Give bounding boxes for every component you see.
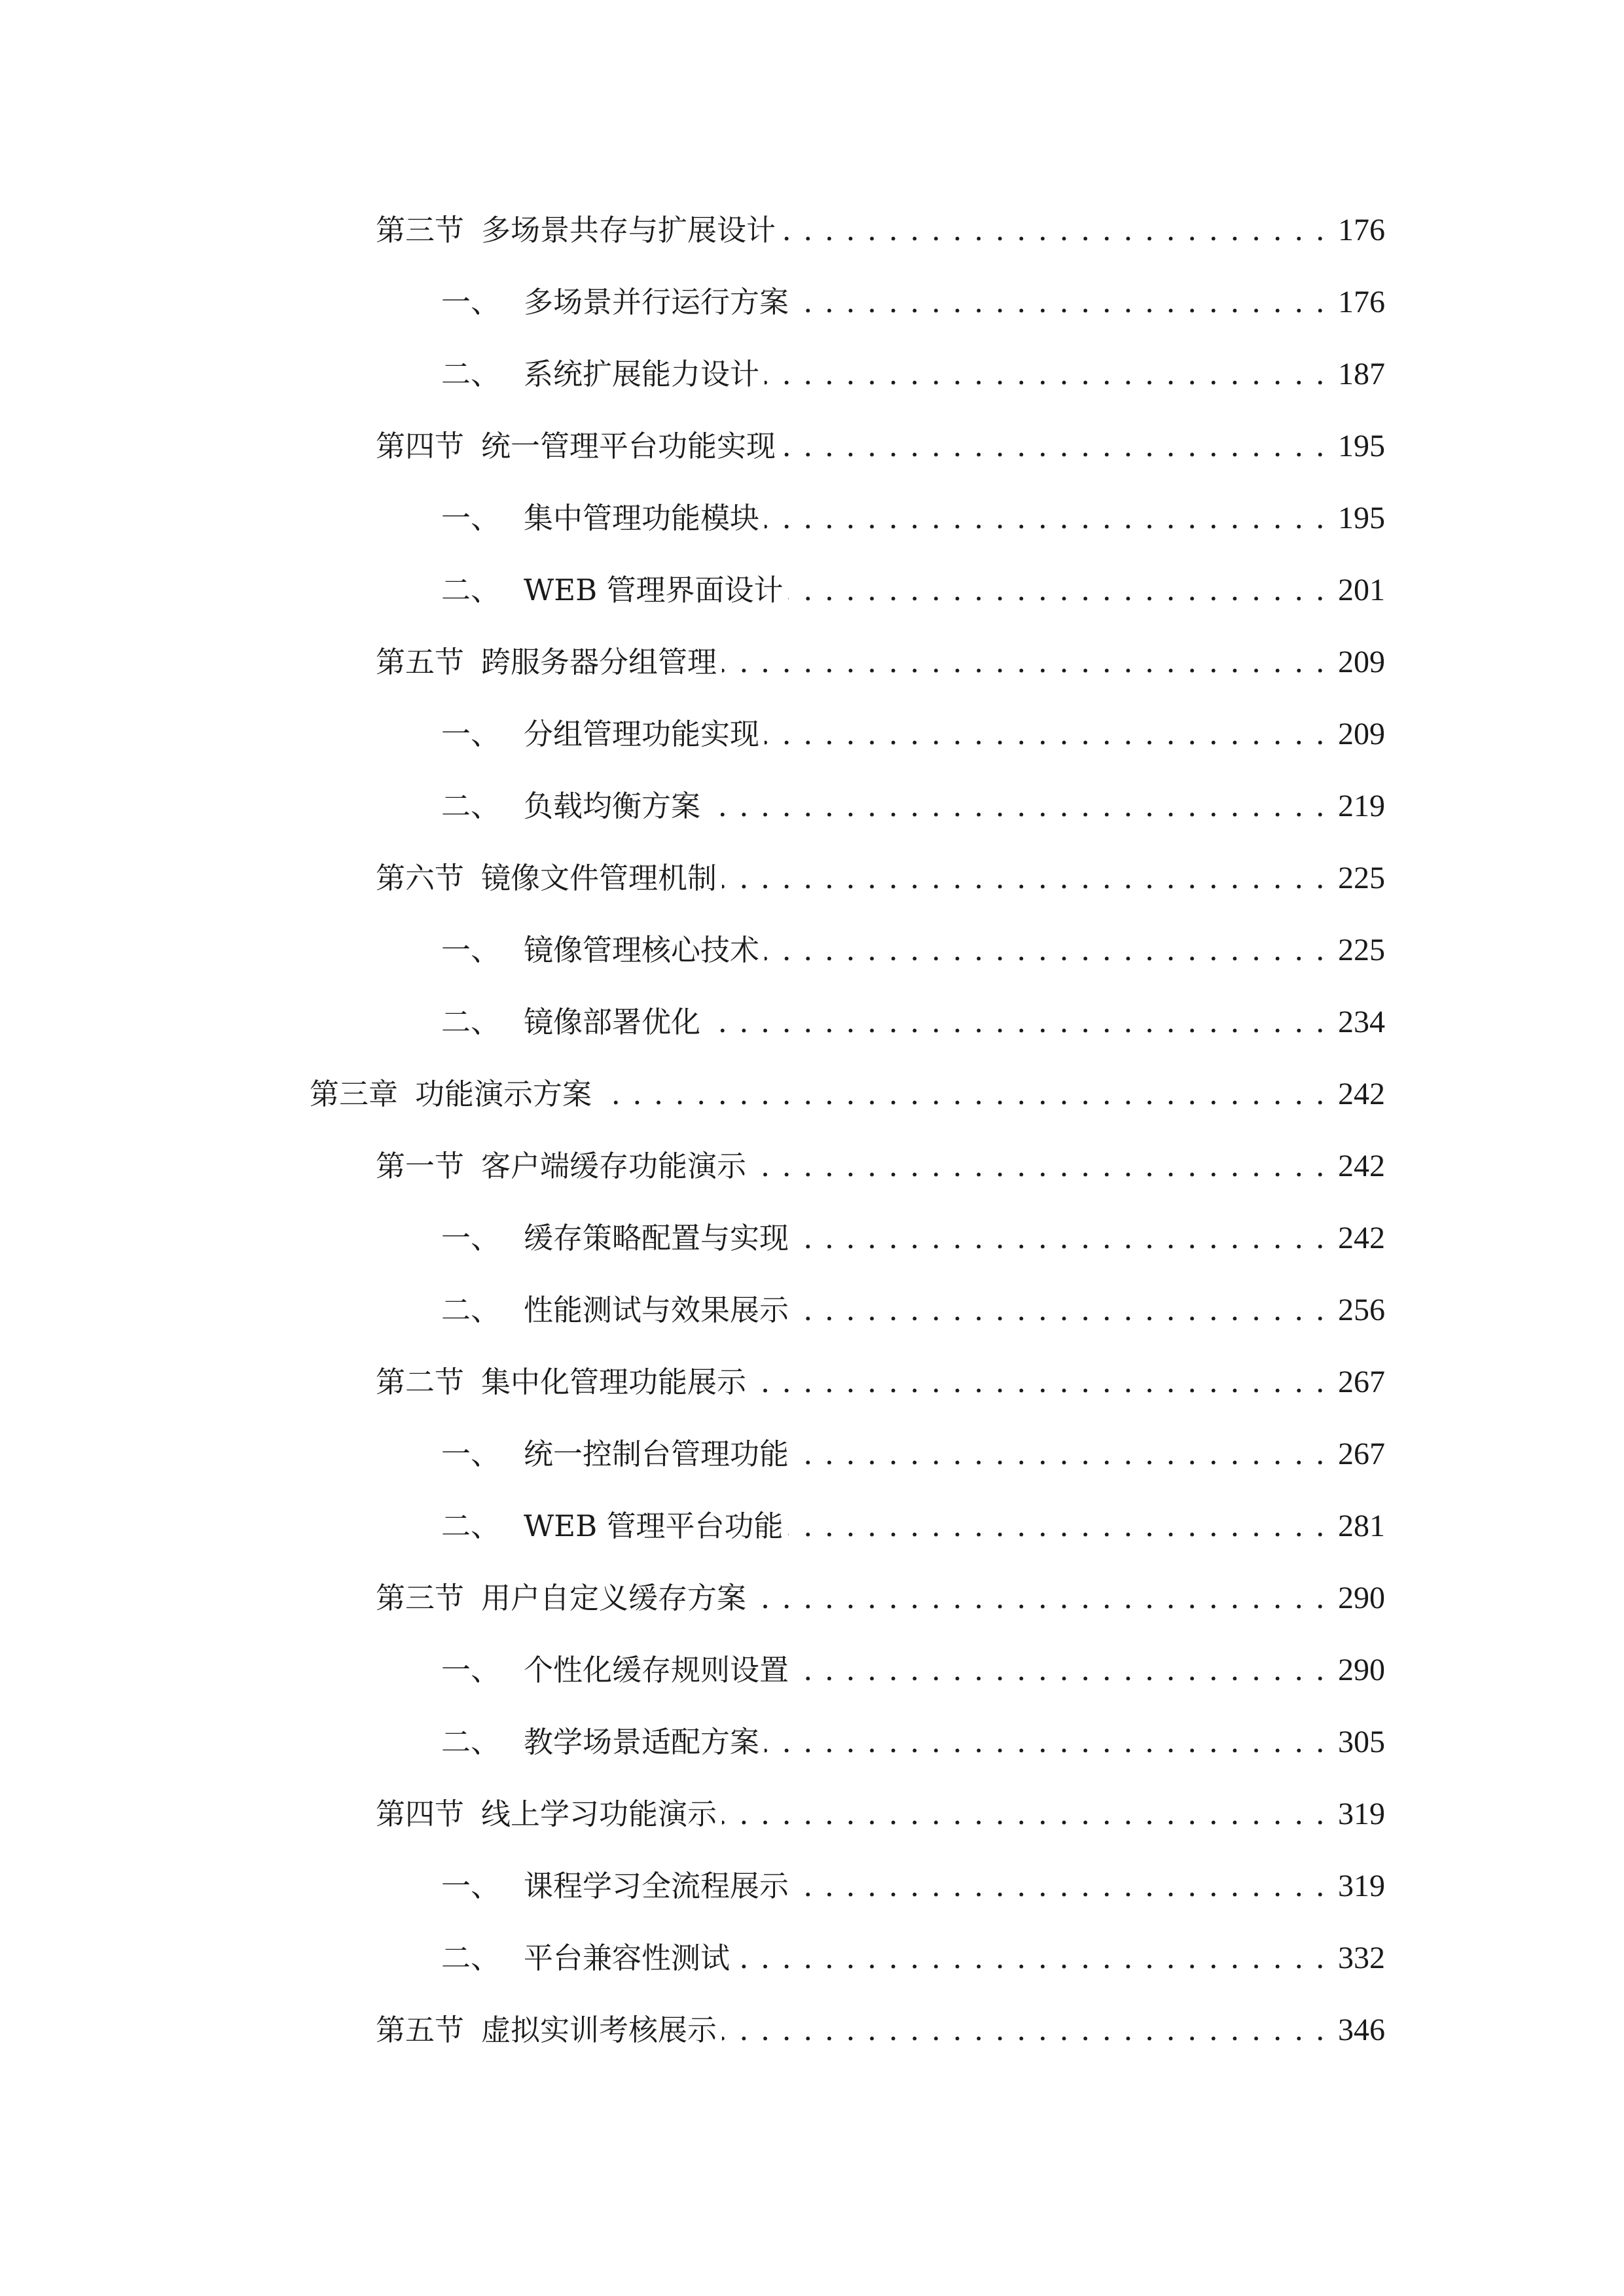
toc-entry[interactable] xyxy=(376,1140,1385,1193)
toc-entry-title: 镜像文件管理机制 xyxy=(481,861,717,895)
toc-entry-page: 242 xyxy=(1338,1221,1385,1255)
toc-entry-number: 第三节 xyxy=(376,213,465,247)
toc-entry-title: 镜像部署优化 xyxy=(524,1005,701,1039)
toc-entry[interactable] xyxy=(441,924,1385,977)
toc-entry-page: 290 xyxy=(1338,1581,1385,1615)
toc-entry[interactable] xyxy=(441,1284,1385,1336)
toc-entry-title: 负载均衡方案 xyxy=(524,789,701,823)
toc-entry-number: 一、 xyxy=(441,1869,501,1903)
toc-entry[interactable] xyxy=(310,1068,1385,1121)
toc-entry-title: WEB 管理平台功能 xyxy=(524,1509,784,1543)
toc-entry[interactable] xyxy=(441,276,1385,329)
toc-entry-title: 缓存策略配置与实现 xyxy=(524,1221,789,1255)
toc-dot-leader xyxy=(765,708,1326,761)
toc-dot-leader xyxy=(781,204,1326,257)
toc-entry-title: 统一管理平台功能实现 xyxy=(481,429,776,463)
toc-entry[interactable] xyxy=(441,1932,1385,1984)
toc-entry-title: 课程学习全流程展示 xyxy=(524,1869,789,1903)
toc-entry-number: 第四节 xyxy=(376,429,465,463)
toc-entry-page: 195 xyxy=(1338,429,1385,463)
toc-entry-title: 教学场景适配方案 xyxy=(524,1725,760,1759)
toc-dot-leader xyxy=(794,1284,1326,1336)
toc-entry-number: 一、 xyxy=(441,1653,501,1687)
toc-entry-number: 一、 xyxy=(441,1221,501,1255)
toc-dot-leader xyxy=(706,780,1326,833)
toc-entry-number: 二、 xyxy=(441,789,501,823)
toc-dot-leader xyxy=(788,1500,1326,1552)
toc-entry[interactable] xyxy=(441,708,1385,761)
toc-entry-title: 集中化管理功能展示 xyxy=(481,1365,747,1399)
toc-entry-number: 二、 xyxy=(441,1941,501,1975)
toc-dot-leader xyxy=(781,420,1326,473)
toc-dot-leader xyxy=(751,1356,1326,1408)
toc-dot-leader xyxy=(794,1860,1326,1912)
toc-entry-page: 281 xyxy=(1338,1509,1385,1543)
toc-entry[interactable] xyxy=(376,1356,1385,1408)
toc-entry-title: 统一控制台管理功能 xyxy=(524,1437,789,1471)
toc-entry-page: 242 xyxy=(1338,1149,1385,1183)
toc-entry[interactable] xyxy=(376,420,1385,473)
toc-entry-title: 虚拟实训考核展示 xyxy=(481,2013,717,2047)
toc-entry-number: 第五节 xyxy=(376,2013,465,2047)
toc-entry-page: 201 xyxy=(1338,573,1385,607)
toc-entry-page: 209 xyxy=(1338,645,1385,679)
toc-entry-page: 225 xyxy=(1338,933,1385,967)
toc-entry-title: 个性化缓存规则设置 xyxy=(524,1653,789,1687)
toc-entry-page: 267 xyxy=(1338,1437,1385,1471)
toc-entry-number: 二、 xyxy=(441,1293,501,1327)
toc-entry-page: 195 xyxy=(1338,501,1385,535)
toc-entry-number: 第五节 xyxy=(376,645,465,679)
toc-dot-leader xyxy=(722,1788,1326,1840)
toc-entry[interactable] xyxy=(376,636,1385,689)
toc-dot-leader xyxy=(765,924,1326,977)
toc-entry-number: 一、 xyxy=(441,717,501,751)
toc-entry[interactable] xyxy=(376,1572,1385,1624)
toc-entry-page: 319 xyxy=(1338,1797,1385,1831)
toc-dot-leader xyxy=(794,1212,1326,1265)
toc-entry-page: 209 xyxy=(1338,717,1385,751)
toc-entry-number: 第二节 xyxy=(376,1365,465,1399)
toc-entry-title: WEB 管理界面设计 xyxy=(524,573,784,607)
toc-dot-leader xyxy=(722,852,1326,905)
toc-dot-leader xyxy=(765,1716,1326,1768)
toc-dot-leader xyxy=(706,996,1326,1049)
toc-entry-number: 二、 xyxy=(441,1509,501,1543)
toc-entry-title: 平台兼容性测试 xyxy=(524,1941,731,1975)
toc-entry-number: 二、 xyxy=(441,1005,501,1039)
toc-entry-page: 187 xyxy=(1338,357,1385,391)
toc-entry-page: 305 xyxy=(1338,1725,1385,1759)
toc-entry-page: 256 xyxy=(1338,1293,1385,1327)
toc-entry-page: 176 xyxy=(1338,285,1385,319)
toc-dot-leader xyxy=(722,636,1326,689)
toc-entry-title: 用户自定义缓存方案 xyxy=(481,1581,747,1615)
toc-entry[interactable] xyxy=(441,1428,1385,1480)
toc-entry-number: 一、 xyxy=(441,933,501,967)
toc-dot-leader xyxy=(751,1140,1326,1193)
toc-entry-title: 系统扩展能力设计 xyxy=(524,357,760,391)
toc-entry[interactable] xyxy=(376,204,1385,257)
toc-entry[interactable] xyxy=(441,1500,1385,1552)
toc-entry-title: 分组管理功能实现 xyxy=(524,717,760,751)
toc-entry-title: 多场景并行运行方案 xyxy=(524,285,789,319)
toc-dot-leader xyxy=(765,348,1326,401)
toc-entry-title: 客户端缓存功能演示 xyxy=(481,1149,747,1183)
toc-entry-number: 一、 xyxy=(441,501,501,535)
toc-entry-title: 多场景共存与扩展设计 xyxy=(481,213,776,247)
toc-entry-page: 267 xyxy=(1338,1365,1385,1399)
toc-dot-leader xyxy=(794,276,1326,329)
toc-entry-title: 功能演示方案 xyxy=(415,1077,592,1111)
toc-entry-number: 二、 xyxy=(441,357,501,391)
toc-entry[interactable] xyxy=(441,1212,1385,1265)
toc-entry-title: 集中管理功能模块 xyxy=(524,501,760,535)
toc-entry-page: 176 xyxy=(1338,213,1385,247)
toc-entry[interactable] xyxy=(376,1788,1385,1840)
toc-entry-number: 一、 xyxy=(441,285,501,319)
toc-entry[interactable] xyxy=(376,852,1385,905)
toc-entry-title: 镜像管理核心技术 xyxy=(524,933,760,967)
toc-entry-page: 242 xyxy=(1338,1077,1385,1111)
toc-dot-leader xyxy=(794,1644,1326,1696)
toc-entry[interactable] xyxy=(441,492,1385,545)
toc-entry[interactable] xyxy=(441,1644,1385,1696)
toc-entry-number: 第一节 xyxy=(376,1149,465,1183)
toc-entry[interactable] xyxy=(441,1860,1385,1912)
toc-entry-number: 二、 xyxy=(441,1725,501,1759)
toc-entry-page: 234 xyxy=(1338,1005,1385,1039)
toc-entry-number: 一、 xyxy=(441,1437,501,1471)
toc-entry-page: 219 xyxy=(1338,789,1385,823)
toc-entry-title: 性能测试与效果展示 xyxy=(524,1293,789,1327)
toc-entry-page: 290 xyxy=(1338,1653,1385,1687)
toc-dot-leader xyxy=(751,1572,1326,1624)
toc-dot-leader xyxy=(735,1932,1326,1984)
toc-dot-leader xyxy=(597,1068,1326,1121)
toc-entry-number: 第三节 xyxy=(376,1581,465,1615)
toc-dot-leader xyxy=(788,564,1326,617)
toc-entry-number: 第六节 xyxy=(376,861,465,895)
toc-entry[interactable] xyxy=(441,996,1385,1049)
toc-dot-leader xyxy=(722,2004,1326,2056)
toc-entry-number: 第三章 xyxy=(310,1077,399,1111)
toc-dot-leader xyxy=(765,492,1326,545)
toc-entry-title: 跨服务器分组管理 xyxy=(481,645,717,679)
toc-entry[interactable] xyxy=(441,780,1385,833)
toc-entry-page: 346 xyxy=(1338,2013,1385,2047)
toc-entry[interactable] xyxy=(441,1716,1385,1768)
toc-entry-title: 线上学习功能演示 xyxy=(481,1797,717,1831)
toc-entry[interactable] xyxy=(441,348,1385,401)
toc-entry-page: 332 xyxy=(1338,1941,1385,1975)
toc-entry[interactable] xyxy=(441,564,1385,617)
toc-entry-page: 225 xyxy=(1338,861,1385,895)
toc-entry[interactable] xyxy=(376,2004,1385,2056)
toc-entry-number: 二、 xyxy=(441,573,501,607)
toc-entry-number: 第四节 xyxy=(376,1797,465,1831)
toc-entry-page: 319 xyxy=(1338,1869,1385,1903)
toc-dot-leader xyxy=(794,1428,1326,1480)
